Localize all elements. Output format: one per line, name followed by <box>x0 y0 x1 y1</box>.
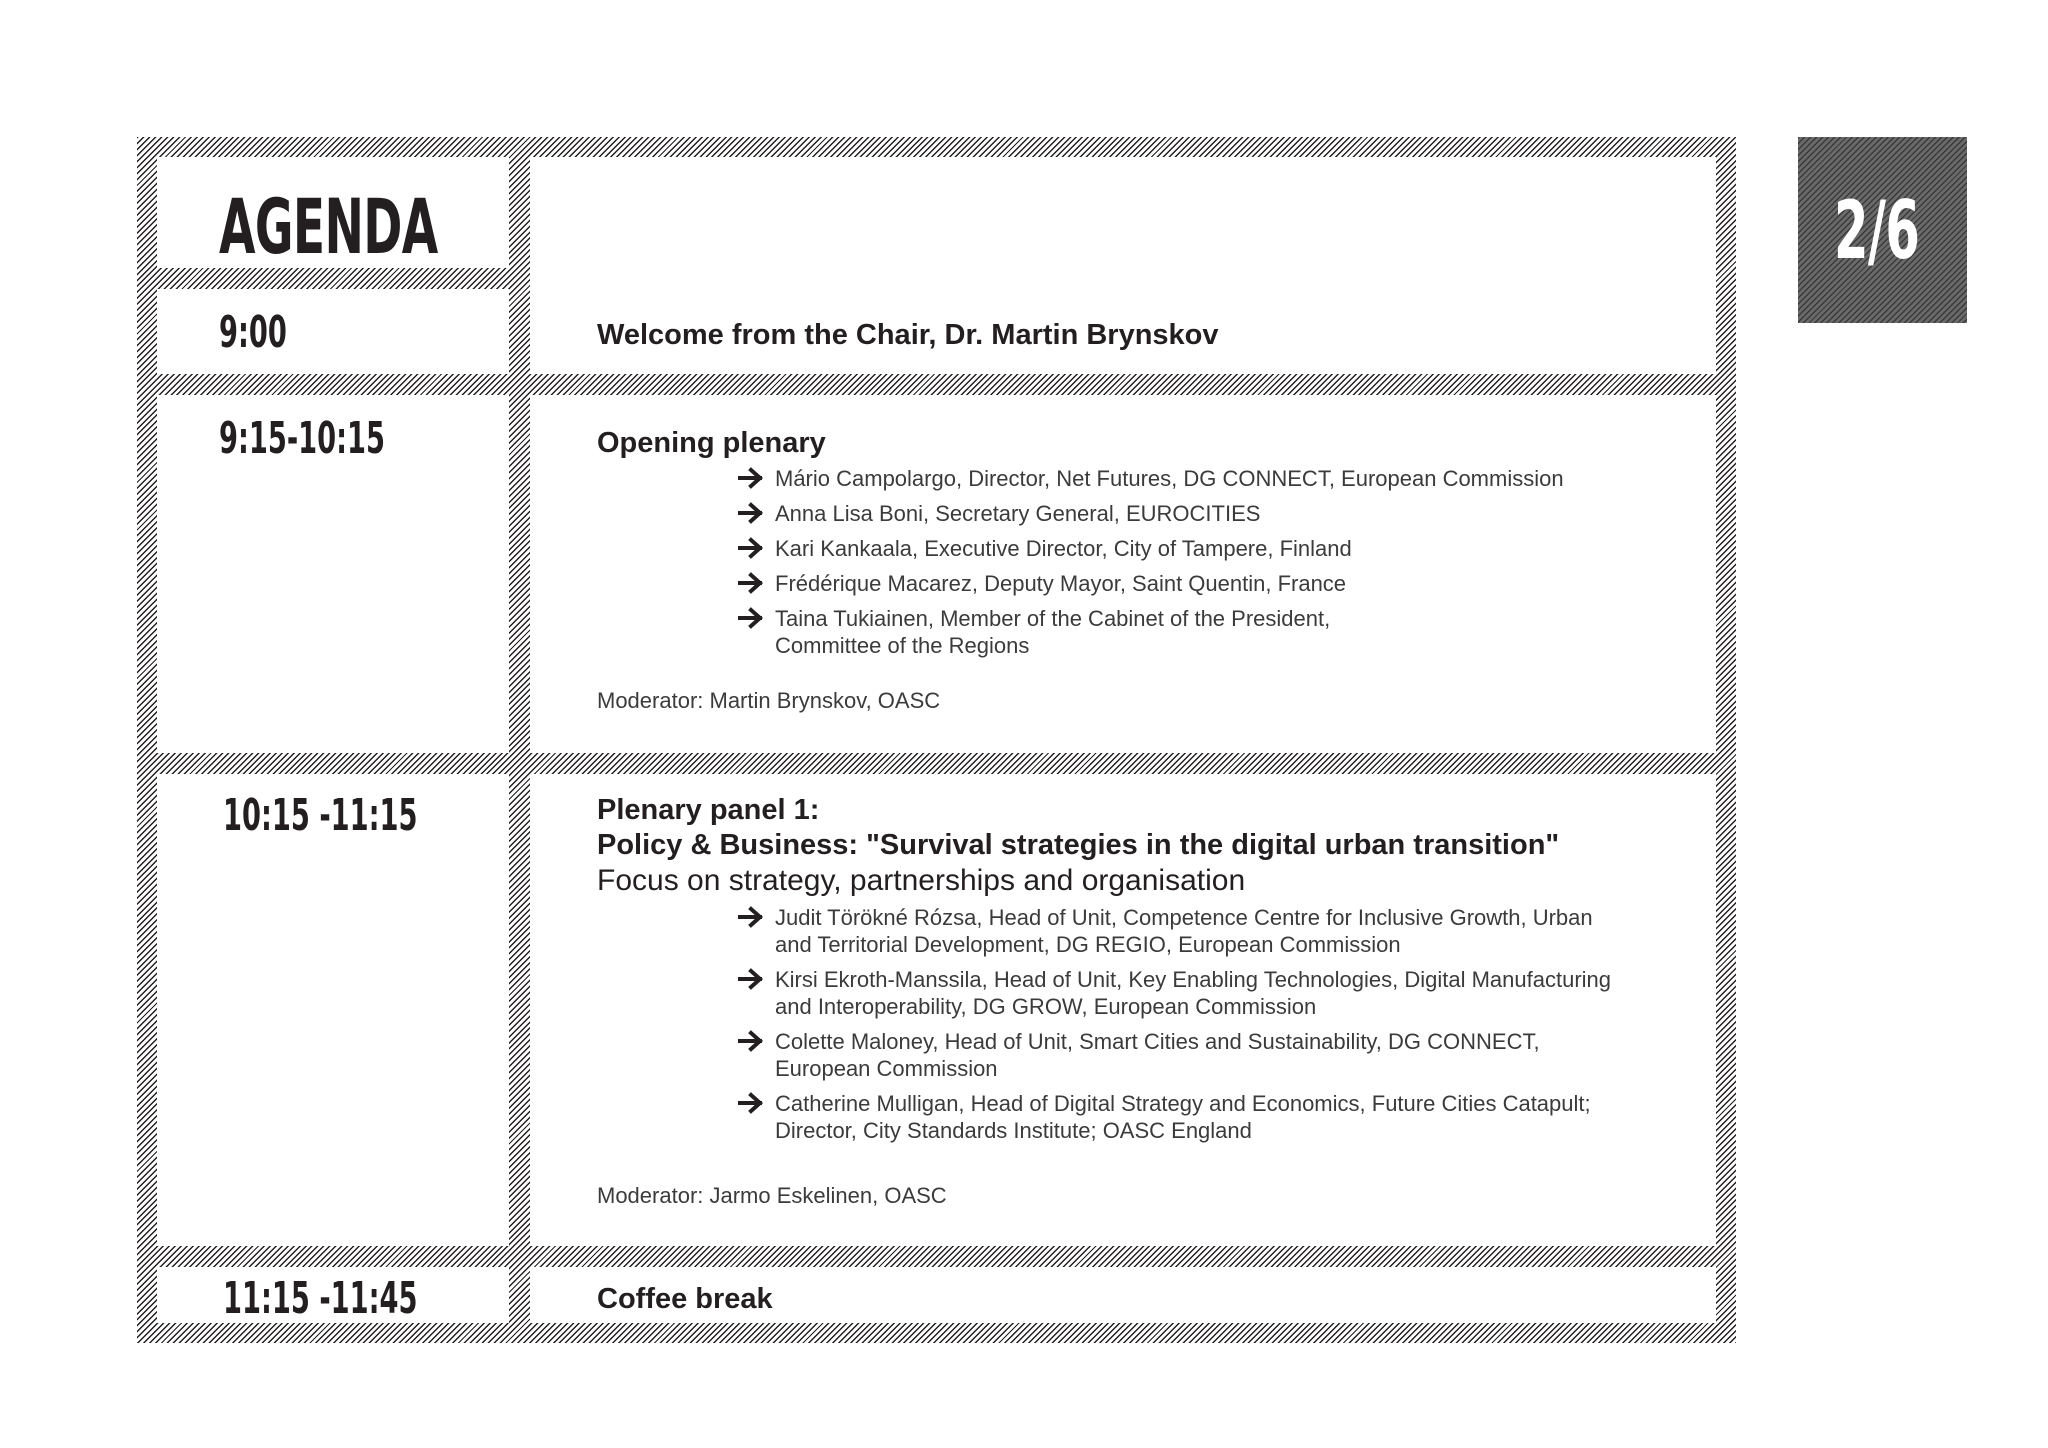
session-focus: Focus on strategy, partnerships and organisation <box>597 864 1246 897</box>
arrow-right-icon <box>738 502 766 524</box>
list-item <box>738 465 1618 492</box>
arrow-right-icon <box>738 607 766 629</box>
session-heading: Plenary panel 1: <box>597 794 820 826</box>
list-item <box>738 904 1618 958</box>
speaker-list <box>738 465 1618 667</box>
speaker-text: Mário Campolargo, Director, Net Futures, DG CONNECT, European Commission <box>775 466 1564 491</box>
moderator-text: Moderator: Martin Brynskov, OASC <box>597 688 941 713</box>
list-item <box>738 1028 1618 1082</box>
list-item <box>738 605 1415 659</box>
arrow-right-icon <box>738 467 766 489</box>
speaker-text: Frédérique Macarez, Deputy Mayor, Saint Quentin, France <box>775 571 1347 596</box>
session-heading: Coffee break <box>597 1283 773 1315</box>
session-heading: Opening plenary <box>597 427 826 459</box>
session-time: 10:15 -11:15 <box>223 790 418 841</box>
session-time: 9:15-10:15 <box>219 413 386 464</box>
arrow-right-icon <box>738 1030 766 1052</box>
speaker-text: Kirsi Ekroth-Manssila, Head of Unit, Key Enabling Technologies, Digital Manufacturing and Interoperability, DG GROW, European Commission <box>775 967 1612 1019</box>
session-cell-2 <box>530 395 1716 753</box>
list-item <box>738 1090 1618 1144</box>
speaker-list <box>738 904 1618 1152</box>
title-cell <box>157 157 509 271</box>
session-cell-3 <box>530 774 1716 1246</box>
arrow-right-icon <box>738 968 766 990</box>
agenda-frame <box>137 137 1736 1343</box>
list-item <box>738 535 1618 562</box>
agenda-title: AGENDA <box>219 182 438 271</box>
speaker-text: Catherine Mulligan, Head of Digital Strategy and Economics, Future Cities Catapult; Director, City Standards Institute; OASC England <box>775 1091 1591 1143</box>
time-cell-4 <box>157 1267 509 1323</box>
speaker-text: Taina Tukiainen, Member of the Cabinet of the President, Committee of the Regions <box>775 606 1331 658</box>
speaker-text: Anna Lisa Boni, Secretary General, EUROCITIES <box>775 501 1261 526</box>
moderator-text: Moderator: Jarmo Eskelinen, OASC <box>597 1183 947 1208</box>
session-time: 9:00 <box>219 307 287 358</box>
speaker-text: Colette Maloney, Head of Unit, Smart Cities and Sustainability, DG CONNECT, European Commission <box>775 1029 1540 1081</box>
session-cell-4 <box>530 1267 1716 1323</box>
list-item <box>738 570 1618 597</box>
time-cell-2 <box>157 395 509 753</box>
session-subheading: Policy & Business: "Survival strategies in the digital urban transition" <box>597 829 1560 861</box>
page-number-badge <box>1798 137 1967 323</box>
list-item <box>738 500 1618 527</box>
time-cell-1 <box>157 289 509 374</box>
list-item <box>738 966 1618 1020</box>
page-number: 2/6 <box>1834 184 1920 277</box>
arrow-right-icon <box>738 906 766 928</box>
speaker-text: Kari Kankaala, Executive Director, City of Tampere, Finland <box>775 536 1352 561</box>
speaker-text: Judit Törökné Rózsa, Head of Unit, Competence Centre for Inclusive Growth, Urban and Territorial Development, DG REGIO, European Commission <box>775 905 1593 957</box>
arrow-right-icon <box>738 537 766 559</box>
time-cell-3 <box>157 774 509 1246</box>
session-cell-1 <box>530 157 1716 374</box>
arrow-right-icon <box>738 1092 766 1114</box>
session-time: 11:15 -11:45 <box>223 1273 418 1324</box>
arrow-right-icon <box>738 572 766 594</box>
session-heading: Welcome from the Chair, Dr. Martin Brynskov <box>597 319 1219 351</box>
